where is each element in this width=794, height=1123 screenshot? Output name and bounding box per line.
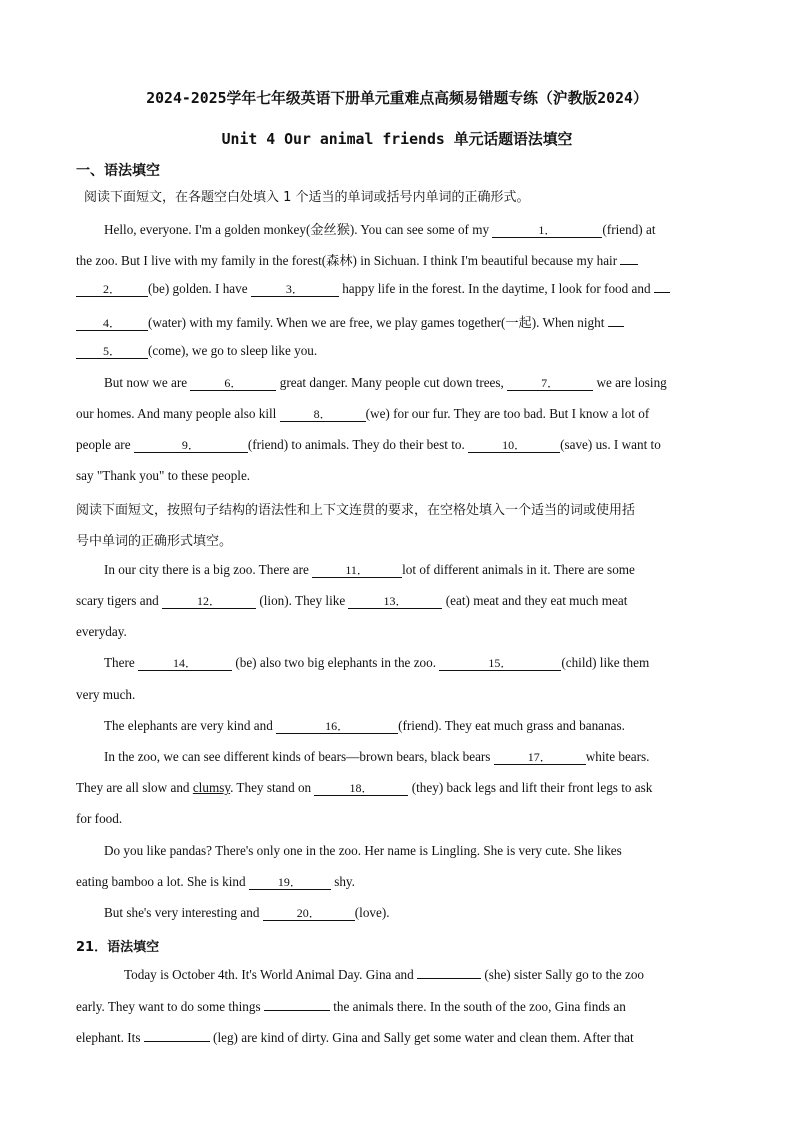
blank-21-3[interactable] <box>144 1041 210 1042</box>
blank-4-start[interactable] <box>654 292 670 293</box>
passage-4-line-1 <box>124 967 644 983</box>
blank-2[interactable]: 2． <box>76 282 148 297</box>
text: (come), we go to sleep like you. <box>148 343 318 358</box>
text: shy. <box>330 874 355 889</box>
unit-title: Unit 4 Our animal friends 单元话题语法填空 <box>221 131 573 148</box>
instruction-2-line-1: 阅读下面短文，按照句子结构的语法性和上下文连贯的要求，在空格处填入一个适当的词或使用括 <box>76 503 636 518</box>
instruction-1: 阅读下面短文，在各题空白处填入 1 个适当的单词或括号内单词的正确形式。 <box>84 190 530 205</box>
text: (love). <box>354 905 390 920</box>
blank-14[interactable]: 14． <box>138 656 232 671</box>
text: (we) for our fur. They are too bad. But I know a lot of <box>365 406 650 421</box>
passage-3-line-2 <box>76 593 627 609</box>
passage-3-line-12 <box>104 905 390 921</box>
worksheet-title: 2024-2025学年七年级英语下册单元重难点高频易错题专练（沪教版2024） <box>146 90 648 107</box>
text: (save) us. I want to <box>560 437 661 452</box>
blank-11[interactable]: 11． <box>312 563 402 578</box>
passage-3-line-10: Do you like pandas? There's only one in the zoo. Her name is Lingling. She is very cute. She likes <box>104 843 622 858</box>
blank-21-2[interactable] <box>264 1010 330 1011</box>
passage-1-line-1 <box>104 219 656 238</box>
instruction-2-line-2: 号中单词的正确形式填空。 <box>76 534 233 549</box>
passage-1-line-4 <box>76 312 624 331</box>
text: (friend) to animals. They do their best to. <box>247 437 469 452</box>
blank-13[interactable]: 13． <box>348 594 442 609</box>
text: There <box>104 655 139 670</box>
passage-2-line-3 <box>76 437 661 453</box>
passage-2-line-1 <box>104 375 667 391</box>
text: we are losing <box>593 375 667 390</box>
blank-16[interactable]: 16． <box>276 719 398 734</box>
text: scary tigers and <box>76 593 163 608</box>
blank-8[interactable]: 8． <box>280 407 366 422</box>
text: elephant. Its <box>76 1030 144 1045</box>
blank-5-start[interactable] <box>608 326 624 327</box>
text: In our city there is a big zoo. There are <box>104 562 313 577</box>
text: In the zoo, we can see different kinds of bears—brown bears, black bears <box>104 749 494 764</box>
blank-20[interactable]: 20． <box>263 906 355 921</box>
blank-7[interactable]: 7． <box>507 376 593 391</box>
text: (leg) are kind of dirty. Gina and Sally get some water and clean them. After that <box>209 1030 634 1045</box>
blank-4[interactable]: 4． <box>76 316 148 331</box>
text: (child) like them <box>561 655 650 670</box>
text: The elephants are very kind and <box>104 718 277 733</box>
text: (she) sister Sally go to the zoo <box>481 967 645 982</box>
blank-10[interactable]: 10． <box>468 438 560 453</box>
text: white bears. <box>585 749 650 764</box>
blank-5[interactable]: 5． <box>76 344 148 359</box>
blank-6[interactable]: 6． <box>190 376 276 391</box>
passage-4-line-2 <box>76 999 626 1015</box>
text: (water) with my family. When we are free, we play games together(一起). When night <box>148 315 608 330</box>
text: . They stand on <box>230 780 315 795</box>
text: the zoo. But I live with my family in the forest(森林) in Sichuan. I think I'm beautiful because my hair <box>76 253 621 268</box>
text: great danger. Many people cut down trees, <box>276 375 508 390</box>
passage-4-line-3 <box>76 1030 634 1046</box>
blank-15[interactable]: 15． <box>439 656 561 671</box>
text: the animals there. In the south of the zoo, Gina finds an <box>329 999 626 1014</box>
text: Today is October 4th. It's World Animal Day. Gina and <box>124 967 418 982</box>
text: lot of different animals in it. There are some <box>402 562 635 577</box>
passage-2-line-4: say "Thank you" to these people. <box>76 468 251 483</box>
blank-18[interactable]: 18． <box>314 781 408 796</box>
passage-2-line-2 <box>76 406 649 422</box>
text: (be) golden. I have <box>148 281 251 296</box>
passage-1-line-5 <box>76 343 317 359</box>
blank-17[interactable]: 17． <box>494 750 586 765</box>
text: They are all slow and <box>76 780 193 795</box>
underlined-word: clumsy <box>192 780 231 795</box>
text: But she's very interesting and <box>104 905 263 920</box>
text: But now we are <box>104 375 191 390</box>
section-heading: 一、语法填空 <box>76 163 160 179</box>
text: (eat) meat and they eat much meat <box>442 593 628 608</box>
passage-3-line-3: everyday. <box>76 624 127 639</box>
text: our homes. And many people also kill <box>76 406 280 421</box>
text: eating bamboo a lot. She is kind <box>76 874 249 889</box>
text: (be) also two big elephants in the zoo. <box>232 655 440 670</box>
passage-3-line-11 <box>76 874 355 890</box>
text: happy life in the forest. In the daytime, I look for food and <box>338 281 654 296</box>
blank-2-start[interactable] <box>620 264 638 265</box>
blank-9[interactable]: 9． <box>134 438 248 453</box>
passage-1-line-2 <box>76 250 638 269</box>
passage-3-line-8 <box>76 780 652 796</box>
passage-1-line-3 <box>76 281 670 297</box>
question-21-label: 21．语法填空 <box>76 940 160 955</box>
blank-3[interactable]: 3． <box>251 282 339 297</box>
text: (they) back legs and lift their front legs to ask <box>408 780 653 795</box>
passage-3-line-9: for food. <box>76 811 123 826</box>
text: (lion). They like <box>256 593 349 608</box>
text: early. They want to do some things <box>76 999 264 1014</box>
blank-1[interactable]: 1． <box>492 223 602 238</box>
text: people are <box>76 437 134 452</box>
passage-3-line-4 <box>104 655 649 671</box>
passage-3-line-7 <box>104 749 649 765</box>
text: Hello, everyone. I'm a golden monkey(金丝猴). You can see some of my <box>104 222 493 237</box>
blank-19[interactable]: 19． <box>249 875 331 890</box>
text: (friend) at <box>602 222 656 237</box>
passage-3-line-6 <box>104 718 625 734</box>
blank-12[interactable]: 12． <box>162 594 256 609</box>
passage-3-line-5: very much. <box>76 687 136 702</box>
passage-3-line-1 <box>104 562 635 578</box>
blank-21-1[interactable] <box>417 978 481 979</box>
text: (friend). They eat much grass and bananas. <box>398 718 625 733</box>
